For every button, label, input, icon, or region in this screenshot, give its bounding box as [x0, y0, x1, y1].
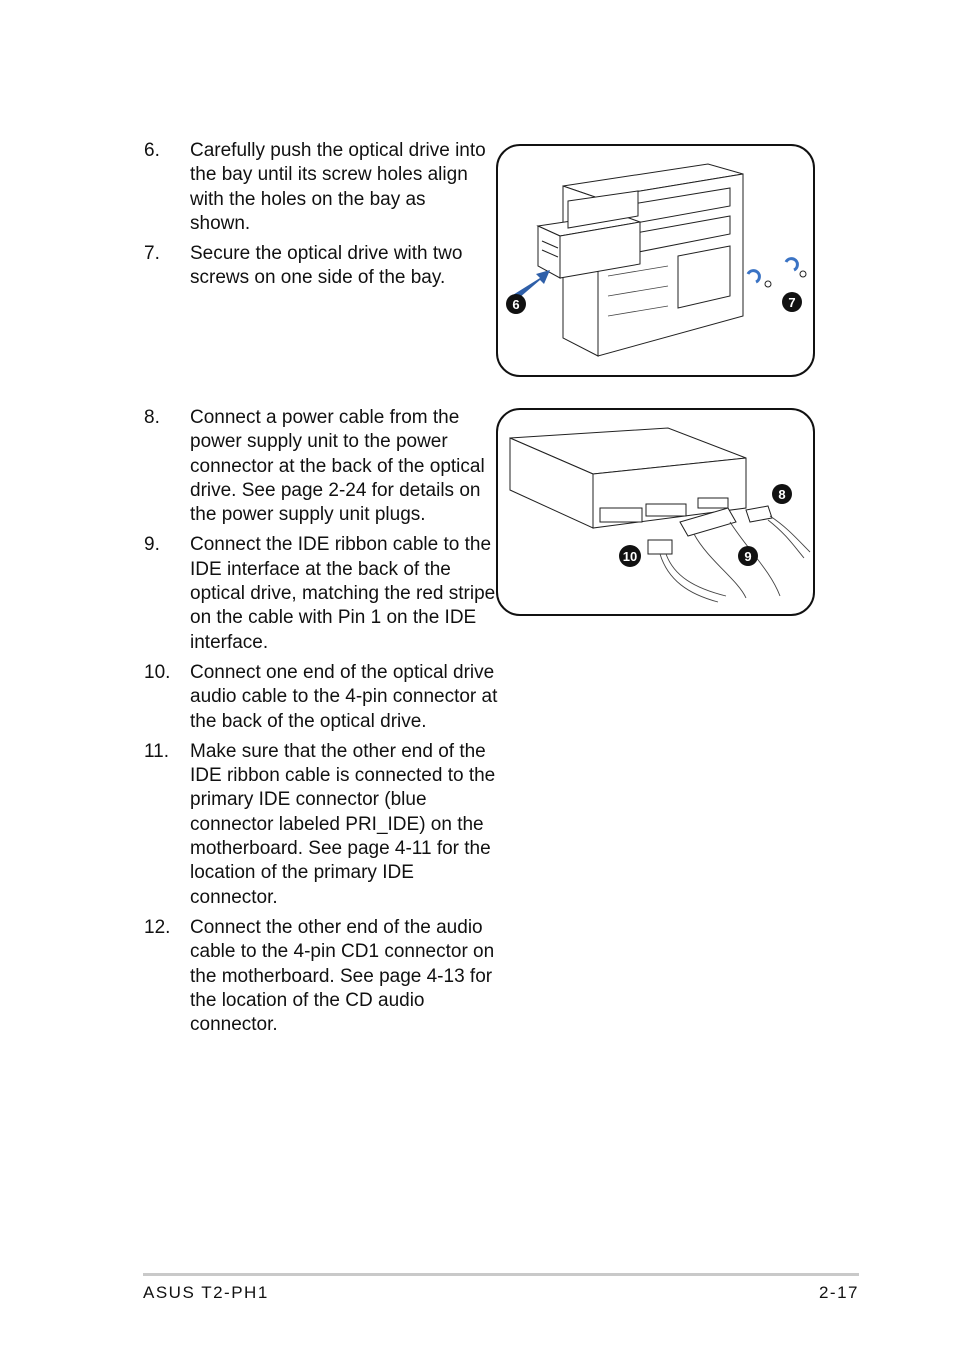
- step-item: [144, 533, 499, 654]
- svg-text:8: 8: [778, 487, 786, 502]
- step-number: 6.: [144, 140, 160, 161]
- figure-connect-cables: [496, 408, 815, 616]
- callout-9: [738, 546, 758, 566]
- callout-8: [772, 484, 792, 504]
- step-item: [144, 406, 499, 527]
- footer-rule: [143, 1273, 859, 1276]
- step-item: [144, 916, 499, 1037]
- callout-6: [506, 294, 526, 314]
- step-number: 11.: [144, 740, 170, 762]
- step-item: [144, 661, 499, 734]
- svg-text:10: 10: [622, 549, 638, 564]
- svg-text:9: 9: [744, 549, 752, 564]
- step-text: Secure the optical drive with two screws on one side of the bay.: [190, 243, 463, 289]
- step-number: 12.: [144, 916, 171, 938]
- drive-bay-illustration: [498, 146, 813, 375]
- callout-7: [782, 292, 802, 312]
- steps-list-top: [144, 139, 489, 297]
- step-text: Connect the other end of the audio cable to the 4-pin CD1 connector on the motherboard. See page 4-13 for the location of the CD audio connector.: [190, 916, 495, 1036]
- step-number: 9.: [144, 534, 160, 556]
- step-text: Connect the IDE ribbon cable to the IDE interface at the back of the optical drive, matching the red stripe on the cable with Pin 1 on the IDE interface.: [190, 534, 496, 653]
- figure-install-drive: [496, 144, 815, 377]
- step-item: [144, 740, 499, 910]
- svg-text:6: 6: [512, 297, 520, 312]
- step-number: 7.: [144, 243, 160, 265]
- drive-cables-illustration: [498, 410, 813, 614]
- svg-text:7: 7: [788, 295, 796, 310]
- step-item: [144, 242, 489, 291]
- step-item: [144, 139, 489, 236]
- steps-list-bottom: [144, 406, 499, 1043]
- step-text: Connect a power cable from the power supply unit to the power connector at the back of the optical drive. See page 2-24 for details on the power supply unit plugs.: [190, 407, 485, 526]
- step-text: Carefully push the optical drive into the bay until its screw holes align with the holes on the bay as shown.: [190, 140, 486, 234]
- footer-page-number: 2-17: [818, 1283, 859, 1302]
- footer-product-name: ASUS T2-PH1: [143, 1283, 269, 1302]
- step-number: 8.: [144, 407, 160, 428]
- callout-10: [619, 545, 641, 567]
- step-number: 10.: [144, 661, 171, 683]
- screw-icons: [748, 259, 806, 287]
- step-text: Connect one end of the optical drive audio cable to the 4-pin connector at the back of the optical drive.: [190, 661, 498, 732]
- step-text: Make sure that the other end of the IDE ribbon cable is connected to the primary IDE connector (blue connector labeled PRI_IDE) on the motherboard. See page 4-11 for the location of the primary IDE connector.: [190, 740, 496, 908]
